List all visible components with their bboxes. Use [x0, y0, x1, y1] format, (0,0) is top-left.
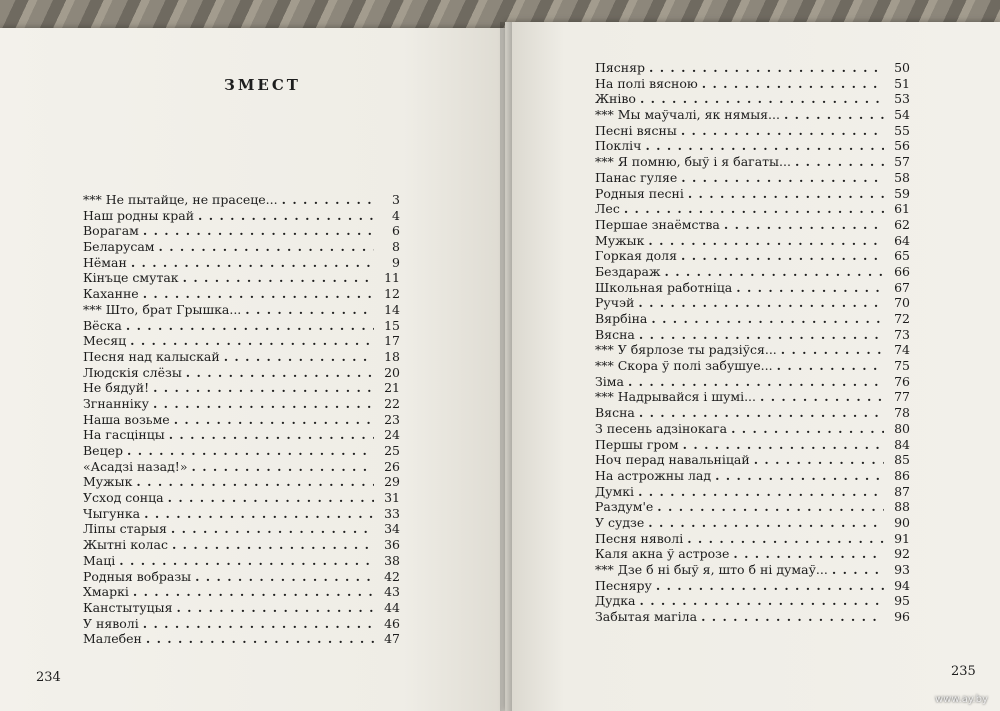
toc-entry [595, 233, 910, 249]
toc-entry-page: 88 [894, 499, 910, 515]
toc-entry-title: Зіма [595, 373, 624, 389]
dot-leader [191, 459, 374, 475]
toc-entry-page: 9 [392, 254, 400, 270]
toc-entry-page: 95 [894, 593, 910, 609]
toc-entry-page: 50 [894, 60, 910, 75]
toc-entry [595, 421, 910, 437]
toc-entry-title: Вясна [595, 326, 635, 342]
toc-entry-page: 94 [894, 577, 910, 593]
toc-entry-title: Месяц [83, 333, 127, 349]
toc-entry [595, 138, 910, 154]
dot-leader [638, 484, 884, 500]
toc-entry-page: 67 [894, 279, 910, 295]
toc-entry [83, 270, 400, 286]
toc-entry-page: 64 [894, 232, 910, 248]
toc-entry-title: Родныя вобразы [83, 568, 192, 584]
toc-entry [595, 405, 910, 421]
toc-entry-title: Хмаркі [83, 584, 129, 600]
toc-entry-page: 26 [384, 458, 400, 474]
toc-entry [595, 311, 910, 327]
dot-leader [159, 239, 374, 255]
toc-entry [83, 506, 400, 522]
toc-entry [595, 217, 910, 233]
toc-entry-page: 93 [894, 562, 910, 577]
dot-leader [656, 578, 884, 594]
toc-entry-title: Людскія слёзы [83, 364, 182, 380]
toc-entry-page: 11 [384, 270, 400, 286]
toc-entry [595, 389, 910, 405]
toc-entry-page: 78 [894, 405, 910, 421]
toc-entry-page: 56 [894, 138, 910, 154]
dot-leader [628, 374, 884, 390]
toc-entry-page: 80 [894, 420, 910, 436]
toc-entry-title: На полі вясною [595, 75, 698, 91]
toc-entry-page: 33 [384, 505, 400, 521]
dot-leader [702, 76, 884, 92]
toc-entry-page: 24 [384, 427, 400, 443]
dot-leader [153, 396, 374, 412]
dot-leader [733, 546, 884, 562]
dot-leader [174, 412, 374, 428]
toc-entry-page: 25 [384, 443, 400, 458]
toc-entry-title: *** Мы маўчалі, як нямыя... [595, 107, 780, 123]
toc-entry-page: 23 [384, 411, 400, 427]
dot-leader [186, 365, 374, 381]
dot-leader [639, 327, 884, 343]
toc-entry-title: Маці [83, 552, 116, 568]
toc-entry [595, 170, 910, 186]
toc-entry-page: 84 [894, 436, 910, 452]
toc-entry-title: У судзе [595, 514, 645, 530]
toc-list-right [595, 60, 910, 625]
toc-entry-title: Ручэй [595, 295, 635, 311]
toc-entry-page: 18 [384, 348, 400, 364]
toc-entry-page: 43 [384, 584, 400, 600]
dot-leader [648, 233, 884, 249]
toc-entry [595, 578, 910, 594]
dot-leader [153, 380, 374, 396]
toc-entry-page: 29 [384, 474, 400, 490]
dot-leader [130, 333, 374, 349]
toc-entry-page: 14 [384, 301, 400, 317]
toc-entry-page: 47 [384, 631, 400, 647]
toc-entry-page: 38 [384, 552, 400, 568]
toc-entry-title: З песень адзінокага [595, 420, 728, 436]
toc-entry-title: Лес [595, 201, 620, 217]
dot-leader [683, 437, 884, 453]
dot-leader [224, 349, 374, 365]
toc-entry-title: Бездараж [595, 263, 661, 279]
toc-entry-title: Дудка [595, 593, 636, 609]
toc-entry [83, 600, 400, 616]
toc-entry [83, 208, 400, 224]
toc-entry-page: 44 [384, 599, 400, 615]
toc-entry [83, 349, 400, 365]
toc-entry [595, 186, 910, 202]
toc-entry [595, 484, 910, 500]
dot-leader [795, 154, 884, 170]
toc-entry [595, 280, 910, 296]
dot-leader [282, 192, 374, 208]
toc-entry-title: Родныя песні [595, 185, 684, 201]
dot-leader [701, 609, 884, 625]
toc-entry-page: 57 [894, 154, 910, 170]
toc-entry-title: Жніво [595, 91, 636, 107]
toc-entry [83, 521, 400, 537]
toc-entry-title: Ліпы старыя [83, 521, 167, 537]
toc-entry [595, 76, 910, 92]
toc-entry [83, 474, 400, 490]
toc-entry-title: Нёман [83, 254, 127, 270]
toc-entry-page: 21 [384, 380, 400, 396]
dot-leader [624, 201, 884, 217]
toc-entry-page: 8 [392, 239, 400, 255]
toc-entry-title: Вецер [83, 443, 124, 458]
toc-entry-title: Песняру [595, 577, 652, 593]
dot-leader [781, 342, 884, 358]
toc-entry-page: 75 [894, 358, 910, 374]
toc-entry-page: 86 [894, 467, 910, 483]
toc-entry-title: Каханне [83, 286, 139, 302]
toc-entry-page: 61 [894, 201, 910, 217]
toc-entry-title: На астрожны лад [595, 467, 712, 483]
toc-entry [83, 365, 400, 381]
toc-entry-title: *** Я помню, быў і я багаты... [595, 154, 791, 170]
toc-entry-page: 31 [384, 490, 400, 506]
toc-entry [595, 327, 910, 343]
toc-entry-page: 34 [384, 521, 400, 537]
page-number-left: 234 [36, 670, 61, 685]
toc-entry-page: 91 [894, 530, 910, 546]
toc-entry-title: Беларусам [83, 239, 155, 255]
toc-entry-page: 36 [384, 537, 400, 553]
dot-leader [169, 427, 374, 443]
toc-entry-page: 17 [384, 333, 400, 349]
toc-entry [595, 499, 910, 515]
toc-entry [83, 553, 400, 569]
dot-leader [639, 405, 884, 421]
toc-entry [595, 248, 910, 264]
dot-leader [688, 186, 884, 202]
toc-entry-title: У няволі [83, 615, 139, 631]
dot-leader [131, 255, 374, 271]
toc-entry [83, 490, 400, 506]
dot-leader [144, 506, 374, 522]
watermark: www.ay.by [935, 694, 988, 705]
dot-leader [143, 286, 374, 302]
toc-entry [83, 255, 400, 271]
dot-leader [639, 593, 884, 609]
toc-entry-title: Вярбіна [595, 311, 648, 326]
toc-entry [83, 396, 400, 412]
toc-entry [595, 358, 910, 374]
toc-entry-page: 6 [392, 223, 400, 239]
dot-leader [168, 490, 374, 506]
toc-entry-page: 55 [894, 122, 910, 138]
toc-entry [595, 609, 910, 625]
toc-entry-page: 46 [384, 615, 400, 631]
toc-entry [595, 201, 910, 217]
toc-entry [83, 443, 400, 459]
dot-leader [119, 553, 374, 569]
dot-leader [245, 302, 374, 318]
toc-entry-title: Панас гуляе [595, 169, 678, 185]
dot-leader [657, 499, 884, 515]
toc-entry-page: 76 [894, 373, 910, 389]
toc-entry-title: Ворагам [83, 223, 139, 239]
page-number-right: 235 [951, 664, 976, 679]
toc-entry [595, 264, 910, 280]
book-spine [500, 22, 512, 711]
dot-leader [681, 170, 884, 186]
dot-leader [172, 537, 374, 553]
toc-entry-page: 87 [894, 483, 910, 499]
toc-entry [83, 286, 400, 302]
dot-leader [143, 616, 374, 632]
toc-entry-page: 65 [894, 248, 910, 264]
toc-entry-page: 58 [894, 169, 910, 185]
dot-leader [171, 521, 374, 537]
toc-entry-title: Першае знаёмства [595, 216, 720, 232]
toc-entry-page: 22 [384, 395, 400, 411]
toc-entry-title: Вясна [595, 405, 635, 421]
toc-entry [83, 223, 400, 239]
toc-entry-title: Каля акна ў астрозе [595, 546, 730, 562]
toc-entry [595, 562, 910, 578]
toc-entry [83, 239, 400, 255]
toc-entry [83, 192, 400, 208]
dot-leader [183, 270, 374, 286]
toc-entry-title: Не бядуй! [83, 380, 150, 396]
toc-entry [83, 584, 400, 600]
toc-entry-title: Згнанніку [83, 395, 149, 411]
toc-entry-title: Мужык [595, 232, 645, 248]
toc-entry-page: 53 [894, 91, 910, 107]
dot-leader [645, 138, 884, 154]
toc-entry-page: 77 [894, 389, 910, 405]
toc-entry-page: 51 [894, 75, 910, 91]
toc-entry [83, 302, 400, 318]
dot-leader [176, 600, 374, 616]
dot-leader [777, 358, 884, 374]
toc-entry-title: *** Скора ў полі забушуе... [595, 358, 773, 374]
toc-entry-page: 92 [894, 546, 910, 562]
dot-leader [687, 531, 884, 547]
toc-entry [595, 452, 910, 468]
toc-entry [595, 546, 910, 562]
toc-list-left [83, 192, 400, 647]
toc-entry-title: Пясняр [595, 60, 646, 75]
toc-entry-page: 54 [894, 107, 910, 123]
toc-entry-title: *** Дзе б ні быў я, што б ні думаў... [595, 562, 828, 577]
dot-leader [651, 311, 884, 327]
toc-entry [83, 333, 400, 349]
toc-entry-title: Малебен [83, 631, 142, 647]
toc-entry [595, 123, 910, 139]
toc-entry-page: 15 [384, 317, 400, 333]
toc-entry-page: 74 [894, 342, 910, 358]
toc-entry [83, 427, 400, 443]
toc-entry [83, 537, 400, 553]
toc-entry-title: Наш родны край [83, 207, 195, 223]
toc-entry [83, 412, 400, 428]
toc-entry [83, 459, 400, 475]
toc-entry-page: 62 [894, 216, 910, 232]
toc-entry-page: 70 [894, 295, 910, 311]
toc-entry-title: Горкая доля [595, 248, 677, 264]
toc-entry-title: *** Што, брат Грышка... [83, 301, 242, 317]
toc-entry-title: Школьная работніца [595, 279, 733, 295]
dot-leader [133, 584, 374, 600]
dot-leader [760, 389, 884, 405]
toc-entry-page: 72 [894, 311, 910, 326]
toc-entry-title: Мужык [83, 474, 133, 490]
toc-entry-title: Думкі [595, 483, 635, 499]
toc-entry-title: Раздум'е [595, 499, 654, 515]
dot-leader [731, 421, 884, 437]
toc-entry [595, 60, 910, 76]
toc-entry-title: Забытая магіла [595, 609, 698, 625]
dot-leader [724, 217, 884, 233]
toc-entry [83, 380, 400, 396]
toc-entry [595, 91, 910, 107]
toc-entry [595, 374, 910, 390]
toc-entry [595, 107, 910, 123]
toc-entry-page: 4 [392, 207, 400, 223]
toc-entry [83, 616, 400, 632]
toc-entry-title: Канстытуцыя [83, 599, 173, 615]
toc-entry [595, 531, 910, 547]
toc-entry-title: Першы гром [595, 436, 679, 452]
toc-entry-title: На гасцінцы [83, 427, 165, 443]
dot-leader [648, 515, 884, 531]
toc-entry-title: Вёска [83, 317, 122, 333]
dot-leader [640, 91, 884, 107]
dot-leader [784, 107, 884, 123]
toc-entry-page: 42 [384, 568, 400, 584]
dot-leader [665, 264, 884, 280]
dot-leader [715, 468, 884, 484]
toc-entry-title: *** Не пытайце, не прасеце... [83, 192, 278, 207]
toc-entry-title: Усход сонца [83, 490, 164, 506]
toc-entry-page: 3 [392, 192, 400, 207]
toc-entry-page: 85 [894, 452, 910, 468]
toc-entry [595, 154, 910, 170]
toc-entry-title: Чыгунка [83, 505, 141, 521]
dot-leader [127, 443, 374, 459]
dot-leader [143, 223, 374, 239]
toc-entry [83, 569, 400, 585]
dot-leader [754, 452, 884, 468]
dot-leader [198, 208, 374, 224]
dot-leader [638, 295, 884, 311]
toc-entry-title: «Асадзі назад!» [83, 458, 188, 474]
toc-entry [595, 295, 910, 311]
toc-entry-title: Жытні колас [83, 537, 168, 553]
dot-leader [832, 562, 884, 578]
toc-entry-page: 59 [894, 185, 910, 201]
toc-entry-title: *** Надрывайся і шумі... [595, 389, 756, 405]
contents-heading: ЗМЕСТ [224, 76, 301, 94]
toc-entry-title: Песні вясны [595, 122, 677, 138]
toc-entry [83, 318, 400, 334]
toc-entry [595, 437, 910, 453]
toc-entry-title: Кінъце смутак [83, 270, 179, 286]
toc-entry [595, 468, 910, 484]
toc-entry [595, 515, 910, 531]
toc-entry [595, 593, 910, 609]
toc-entry-page: 12 [384, 286, 400, 302]
toc-entry-page: 66 [894, 263, 910, 279]
dot-leader [681, 123, 884, 139]
toc-entry-title: *** У бярлозе ты радзіўся... [595, 342, 777, 358]
toc-entry-title: Ноч перад навальніцай [595, 452, 750, 468]
dot-leader [681, 248, 884, 264]
toc-entry-title: Покліч [595, 138, 642, 154]
dot-leader [736, 280, 884, 296]
toc-entry-page: 20 [384, 364, 400, 380]
dot-leader [649, 60, 884, 76]
toc-entry-title: Наша возьме [83, 411, 170, 427]
dot-leader [146, 631, 374, 647]
toc-entry-title: Песня няволі [595, 530, 684, 546]
toc-entry-page: 73 [894, 326, 910, 342]
toc-entry [83, 631, 400, 647]
toc-entry [595, 342, 910, 358]
dot-leader [136, 474, 374, 490]
toc-entry-page: 90 [894, 514, 910, 530]
toc-entry-title: Песня над калыскай [83, 348, 220, 364]
dot-leader [126, 318, 374, 334]
toc-entry-page: 96 [894, 609, 910, 625]
dot-leader [195, 569, 374, 585]
